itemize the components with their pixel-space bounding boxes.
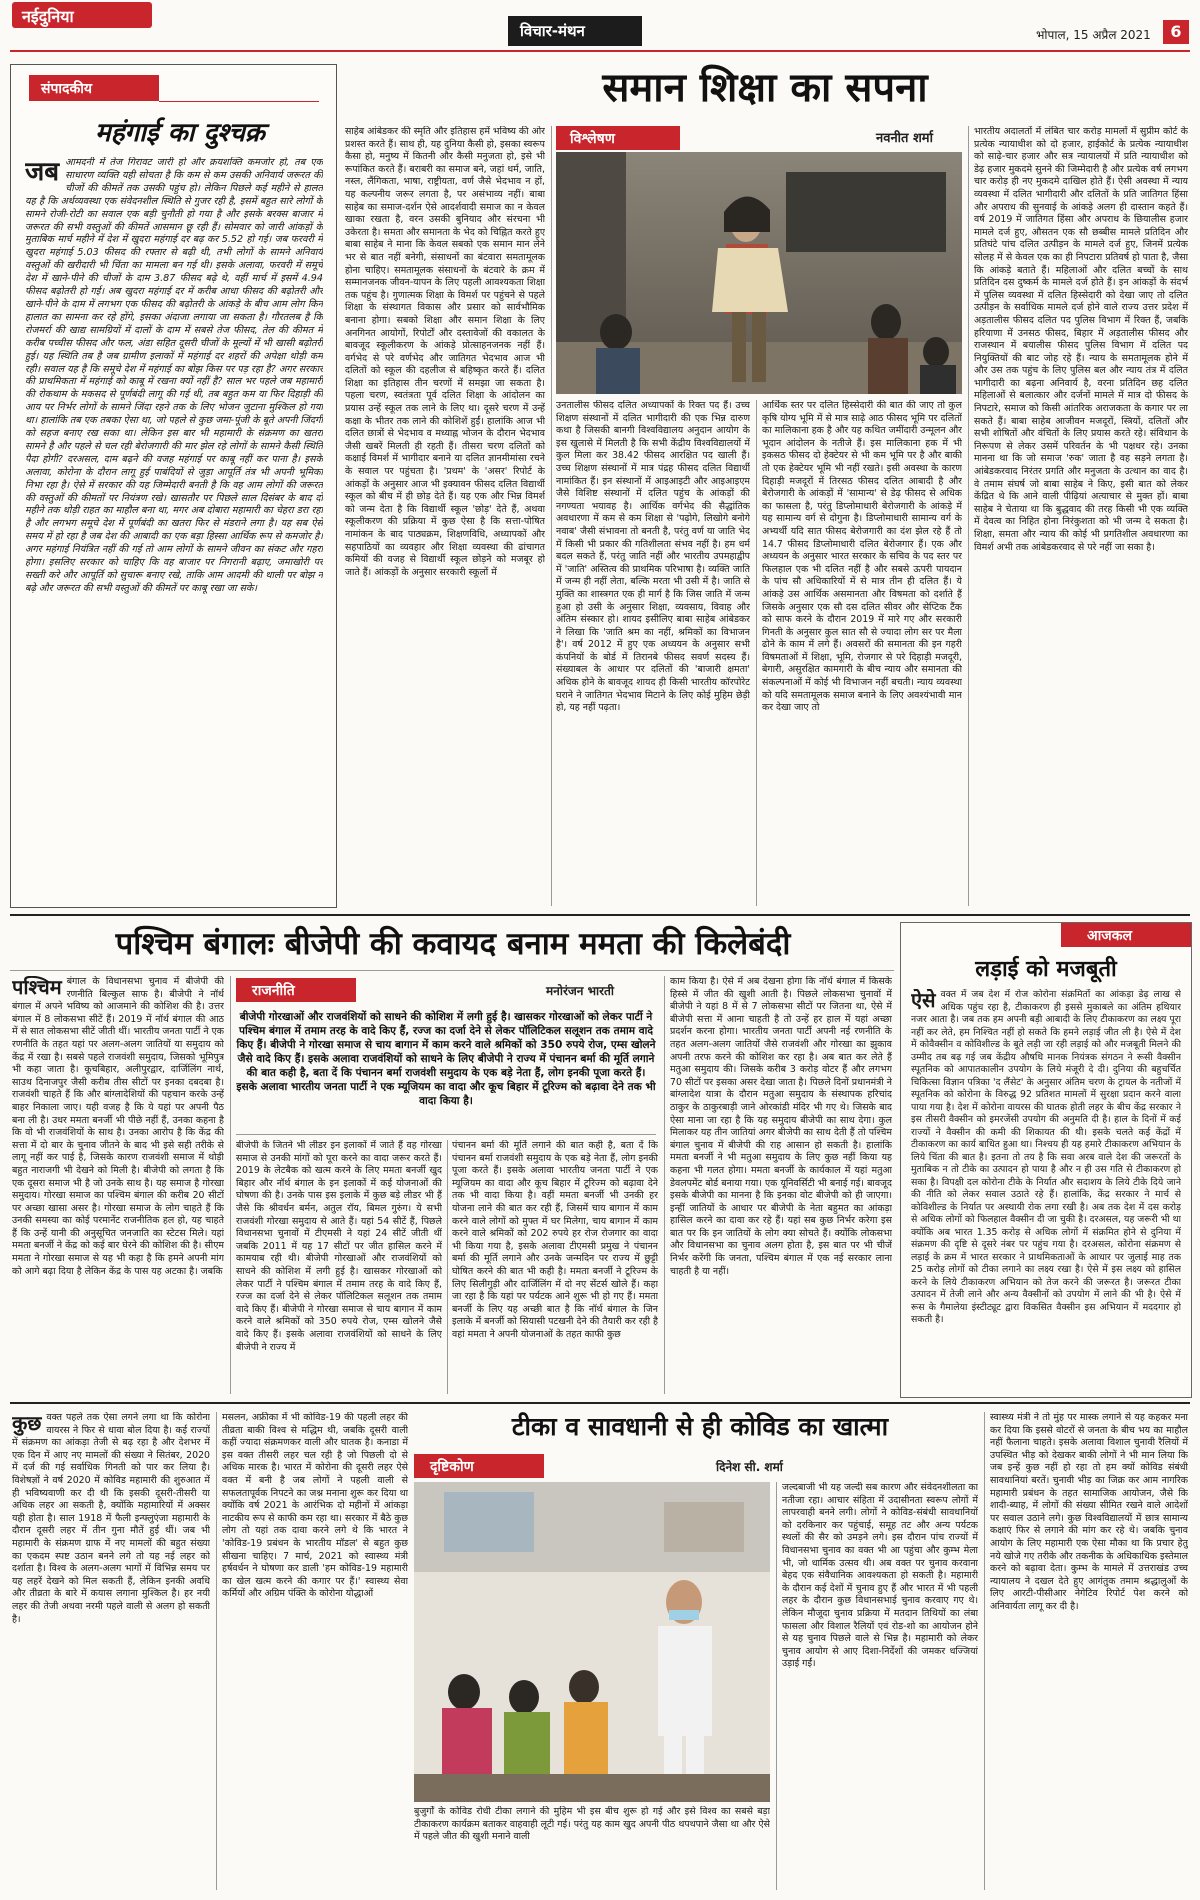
editorial-tag-rule bbox=[159, 101, 319, 102]
bengal-column-2: बीजेपी के जितने भी लीडर इन इलाकों में जाते हैं वह गोरखा समाज से उनकी मांगों को पूरा करने का वादा जरूर करते हैं। 2019 के लेटबैक को खत्म करने के लिए ममता बनर्जी खुद बिहार और नॉर्थ बंगाल के इन इलाकों में कई योजनाओं की घोषणा की है। उनके पास इस इलाके में कुछ बड़े लीडर भी हैं जैसे कि श्रीवर्धन बर्मन, अतुल रॉय, बिमल गुरुंग। ये सभी राजवंशी गोरखा समुदाय से आते हैं। यहां 54 सीटें हैं, पिछले विधानसभा चुनावों में टीएमसी ने यहां 24 सीटें जीती थीं जबकि 2011 में यह 17 सीटों पर जीत हासिल करने में कामयाब रही थी। बीजेपी गोरखाओं और राजवंशियों को साधने की कोशिश में लगी हुई है। खासकर गोरखाओं को लेकर पार्टी ने पश्चिम बंगाल में तमाम तरह के वादे किए हैं, रज्ज का दर्जा देने से लेकर पॉलिटिकल सलूशन तक तमाम वादे किए हैं। बीजेपी ने गोरखा समाज से चाय बागान में काम करने वाले श्रमिकों को 350 रुपये रोज, एम्स खोलने जैसे वादे किए हैं। इसके अलावा राजवंशियों को साधने के लिए बीजेपी ने राज्य में bbox=[236, 1140, 442, 1353]
lead-col-rule-1 bbox=[551, 126, 552, 906]
bengal-author: मनोरंजन भारती bbox=[546, 984, 614, 998]
bengal-column-1 bbox=[12, 976, 224, 1394]
classroom-photo-art bbox=[556, 152, 962, 394]
masthead-rule bbox=[10, 50, 1190, 52]
bengal-tag-text: राजनीति bbox=[252, 983, 295, 999]
lead-col-rule-3 bbox=[968, 126, 969, 906]
covid-column-4: स्वास्थ्य मंत्री ने तो मुंह पर मास्क लगाने से यह कहकर मना कर दिया कि इससे वोटरों से जनता के बीच भय का माहौल नहीं फैलाना चाहते। इसके अलावा विशाल चुनावी रैलियों में उपस्थित भीड़ को देखकर बाकी लोगों ने भी मान लिया कि जब इन्हें कुछ नहीं हो रहा तो हम क्यों कोविड संबंधी सावधानियां बरतें। चुनावी भीड़ का जिक्र कर आम नागरिक महामारी प्रबंधन के तहत सामाजिक आयोजन, जैसे कि शादी-ब्याह, में लोगों की संख्या सीमित रखने वाले आदेशों पर सवाल उठाने लगे। कुछ विश्वविद्यालयों में छात्र सामान्य कक्षाएं फिर से लगाने की मांग कर रहे थे। जबकि चुनाव आयोग के लिए महामारी एक ऐसा मौका था कि प्रचार हेतु नये खोजे गए तरीके और तकनीक के अधिकाधिक इस्तेमाल करने को बढ़ावा देता। कुम्भ के मामले में उत्तराखंड उच्च न्यायालय ने दखल देते हुए आगंतुक तमाम श्रद्धालुओं के लिए आरटी-पीसीआर नेगेटिव रिपोर्ट पेश करने को अनिवार्यता लागू कर दी है। bbox=[990, 1412, 1188, 1612]
lead-title: समान शिक्षा का सपना bbox=[602, 64, 928, 111]
editorial-dropcap: जब bbox=[25, 157, 60, 187]
editorial-tag bbox=[29, 75, 159, 101]
page-number: 6 bbox=[1163, 20, 1189, 44]
aajkal-title: लड़ाई को मजबूती bbox=[975, 956, 1117, 982]
bengal-column-3: पंचानन बर्मा की मूर्ति लगाने की बात कही है, बता दें कि पंचानन बर्मा राजवंशी समुदाय के एक बड़े नेता हैं, लोग इनकी पूजा करते हैं। इसके अलावा भारतीय जनता पार्टी ने एक म्यूजियम का वादा और कूच बिहार में टूरिज्म को बढ़ावा देने तक भी वादा किया है। वहीं ममता बनर्जी भी उनकी हर योजना लाने की बात कर रही हैं, जिसमें चाय बागान में काम करने वाले लोगों को मुफ्त में घर मिलेगा, चाय बागान में काम करने वाले श्रमिकों को 202 रुपये हर रोज रोजगार का वादा भी किया गया है, इसके अलावा टीएमसी प्रमुख ने पंचानन बर्मा की मूर्ति लगाने और उनके जन्मदिन पर राज्य में छुट्टी घोषित करने की बात भी कही है। ममता बनर्जी ने टूरिज्म के लिए सिलीगुड़ी और दार्जिलिंग में दो नए सेंटर्स खोले हैं। कहा जा रहा है कि यहां पर पर्यटक आने शुरू भी हो गए हैं। ममता बनर्जी के लिए यह अच्छी बात है कि नॉर्थ बंगाल के जिन इलाके में बनर्जी को सियासी पटखनी देने की तैयारी कर रही है वहां ममता ने अपनी योजनाओं के तहत काफी कुछ bbox=[452, 1140, 658, 1340]
bengal-tag bbox=[236, 978, 356, 1002]
bengal-col-rule-3 bbox=[664, 976, 665, 1394]
covid-title: टीका व सावधानी से ही कोविड का खात्मा bbox=[511, 1412, 889, 1441]
editorial-title: महंगाई का दुश्चक्र bbox=[95, 118, 265, 148]
covid-col-rule-2 bbox=[776, 1482, 777, 1890]
vaccination-photo bbox=[414, 1482, 770, 1802]
covid-column-1 bbox=[12, 1412, 210, 1890]
covid-column-3: जल्दबाजी भी यह जल्दी सब कारण और संवेदनशीलता का नतीजा रहा। आचार संहिता में उदासीनता स्वरूप लोगों में लापरवाही बनने लगी। लोगों ने कोविड-संबंधी सावधानियों को दरकिनार कर पहुंचाई, समूह तट और अन्य पर्यटक स्थलों की सैर को उमड़ने लगे। इस दौरान पांच राज्यों में विधानसभा चुनाव का वक्त भी आ पहुंचा और कुम्भ मेला भी, जो धार्मिक उत्सव थी। अब वक्त पर चुनाव करवाना बेहद एक संवैधानिक आवश्यकता हो सकती है। महामारी के दौरान कई देशों में चुनाव हुए हैं और भारत में भी पहली लहर के दौरान कुछ विधानसभाई चुनाव करवाए गए थे। लेकिन मौजूदा चुनाव प्रक्रिया में मतदान तिथियों का लंबा फासला और विशाल रैलियों एवं रोड-शो का आयोजन होने से यह चुनाव पिछले वाले से भिन्न है। महामारी को लेकर चुनाव आयोग से आए दिशा-निर्देशों की जमकर धज्जियां उड़ाई गईं। bbox=[782, 1482, 978, 1670]
logo bbox=[12, 2, 152, 28]
fold-rule-2 bbox=[10, 1402, 1190, 1404]
bengal-title-rule bbox=[10, 970, 894, 971]
lead-column-2: उनतालीस फीसद दलित अध्यापकों के रिक्त पद हैं। उच्च शिक्षण संस्थानों में दलित भागीदारी की एक भिन्न दारुण कथा है जिसकी बानगी विश्वविद्यालय अनुदान आयोग के इस खुलासे में मिलती है कि सभी केंद्रीय विश्वविद्यालयों में कुल मिला कर 38.42 फीसद आरक्षित पद खाली हैं। उच्च शिक्षण संस्थानों में मात्र पंद्रह फीसद दलित विद्यार्थी नामांकित हैं। इन संस्थानों में आइआइटी और आइआइएम जैसे विशिष्ट संस्थानों में दलित पहुंच के आंकड़ों की नगण्यता भयावह है। आर्थिक वर्गभेद की सैद्धांतिक अवधारणा में कम से कम शिक्षा से 'पढ़ोगे, लिखोगे बनोगे नवाब' जैसी संभावना तो बनती है, परंतु वर्ण या जाति भेद में किसी भी प्रकार की गतिशीलता संभव नहीं है। हम धर्म बदल सकते हैं, परंतु जाति नहीं और भारतीय उपमहाद्वीप में 'जाति' अस्तित्व की प्राथमिक परिभाषा है। व्यक्ति जाति में जन्म ही नहीं लेता, बल्कि मरता भी उसी में है। जाति से मुक्ति का शास्त्रगत एक ही मार्ग है कि जिस जाति में जन्म हुआ हो उसी के अनुसार शिक्षा, व्यवसाय, विवाह और अंतिम संस्कार हो। शायद इसीलिए बाबा साहेब आंबेडकर ने लिखा कि 'जाति श्रम का नहीं, श्रमिकों का विभाजन है'। वर्ष 2012 में हुए एक अध्ययन के अनुसार सभी कंपनियों के बोर्ड में तिरानबे फीसद सवर्ण सदस्य हैं। संख्याबल के आधार पर दलितों की 'बाजारी क्षमता' अधिक होने के बावजूद शायद ही किसी भारतीय कॉरपोरेट घराने ने जातिगत भेदभाव मिटाने के लिए कोई मुहिम छेड़ी हो, यह नहीं पढ़ता। bbox=[556, 400, 750, 714]
lead-column-3: आर्थिक स्तर पर दलित हिस्सेदारी की बात की जाए तो कुल कृषि योग्य भूमि में से मात्र साढ़े आठ फीसद भूमि पर दलितों का मालिकाना हक है और यह कथित जमींदारी उन्मूलन और भूदान आंदोलन के नतीजे हैं। इस मालिकाना हक में भी इकसठ फीसद दो हेक्टेयर से भी कम भूमि पर है और बाकी तो एक हेक्टेयर भूमि भी नहीं रखते। इसी अवस्था के कारण दिहाड़ी मजदूरों में तिरसठ फीसद दलित आबादी है और बेरोजगारी के आंकड़ों में 'सामान्य' से डेढ़ फीसद से अधिक का फासला है, परंतु डिप्लोमाधारी बेरोजगारी के आंकड़े में यह सामान्य वर्ग से दोगुना है। डिप्लोमाधारी सामान्य वर्ग के अभ्यर्थी यदि सात फीसद बेरोजगारी का दंश झेल रहे हैं तो 14.7 फीसद डिप्लोमाधारी दलित बेरोजगार हैं। एक और अध्ययन के अनुसार भारत सरकार के सचिव के पद स्तर पर फिलहाल एक भी दलित नहीं है और सबसे ऊपरी पायदान के पांच सौ अधिकारियों में से मात्र तीन ही दलित हैं। ये आंकड़े उस आर्थिक असमानता और विषमता को दर्शाते हैं जिसके अनुसार एक सौ दस दलित सीवर और सेप्टिक टैंक को साफ करने के दौरान 2019 में मारे गए और सरकारी गिनती के अनुसार कुल सात सौ से ज्यादा लोग सर पर मैला ढोने के काम में लगे हैं। अवसरों की समानता की इन गहरी विषमताओं में शिक्षा, भूमि, रोजगार से परे दिहाड़ी मजदूरी, बेगारी, असुरक्षित कामगारी के बीच न्याय और समानता की संकल्पनाओं में कोई भी विभाजन नहीं बचती। न्याय व्यवस्था को यदि समतामूलक समाज बनाने के लिए अवश्यंभावी मान कर देखा जाए तो bbox=[762, 400, 962, 714]
aajkal-dropcap: ऐसे bbox=[911, 989, 936, 1012]
bengal-col-rule-1 bbox=[230, 976, 231, 1394]
vaccination-photo-caption: बुजुर्गों के कोविड रोधी टीका लगाने की मुहिम भी इस बीच शुरू हो गई और इसे विश्व का सबसे बड़ा टीकाकरण कार्यक्रम बताकर वाहवाही लूटी गई। परंतु यह काम खुद अपनी पीठ थपथपाने जैसा था और ऐसे में पहले जीत की खुशी मनाने वाली bbox=[414, 1806, 770, 1843]
bengal-dropcap: पश्चिम bbox=[12, 976, 62, 999]
aajkal-box bbox=[900, 922, 1192, 1398]
covid-author: दिनेश सी. शर्मा bbox=[716, 1460, 783, 1474]
lead-col-rule-2 bbox=[756, 400, 757, 906]
editorial-text: आमदनी में तेज गिरावट जारी हो और क्रयशक्ति कमजोर हो, तब एक साधारण व्यक्ति यही सोचता है कि कम से कम उसकी अनिवार्य जरूरत की चीजों की कीमतें तक उसकी पहुंच हो। लेकिन पिछले कई महीने से हालत यह है कि अर्थव्यवस्था एक संवेदनशील स्थिति से गुजर रही है, इसमें बहुत सारे लोगों के सामने रोजी-रोटी का सवाल एक बड़ी चुनौती हो गया है और इसके बरक्स बाजार में जरूरत की सभी वस्तुओं की कीमतें आसमान छू रही हैं। सोमवार को जारी आंकड़ों के मुताबिक मार्च महीने में देश में खुदरा महंगाई दर बढ़ कर 5.52 हो गई। जब फरवरी में खुदरा महंगाई 5.03 फीसद की रफ्तार से बढ़ी थी, तभी लोगों के सामने अनिवार्य वस्तुओं की खरीदारी भी चिंता का मामला बन गई थी। इसके अलावा, फरवरी में समूचे देश में खाने-पीने की चीजों के दाम 3.87 फीसद बढ़े थे, वहीं मार्च में इसमें 4.94 फीसद बढ़ोतरी हो गई। अब खुदरा महंगाई दर में करीब आधा फीसद की बढ़ोतरी और खाने-पीने के दाम में लगभग एक फीसद की बढ़ोतरी के आंकड़े के बीच आम लोग किन हालात का सामना कर रहे होंगे, इसका अंदाजा लगाया जा सकता है। गौरतलब है कि रोजमर्रा की खाद्य सामग्रियों में दालों के दाम में सबसे तेज फीसद, तेल की कीमत में करीब पच्चीस फीसद और फल, अंडा सहित दूसरी चीजों के मूल्यों में भी खासी बढ़ोतरी हुई। यह स्थिति तब है जब ग्रामीण इलाकों में महंगाई दर शहरों की अपेक्षा थोड़ी कम रही। सवाल यह है कि समूचे देश में महंगाई का बोझ किस पर पड़ रहा है? अगर सरकार की प्राथमिकता में महंगाई को काबू में रखना क्यों नहीं है? साल भर पहले जब महामारी की रोकथाम के मकसद से पूर्णबंदी लागू की गई थी, तब बहुत कम या फिर दिहाड़ी की आय पर निर्भर लोगों के सामने जिंदा रहने तक के लिए भोजन जुटाना मुश्किल हो गया था। हालांकि तब एक तबका ऐसा था, जो पहले से कुछ जमा-पूंजी के बूते अपनी जिंदगी को सहज बनाए रख सका था। लेकिन इस बार भी महामारी के संक्रमण का खतरा सामने है और पहले से चल रही बेरोजगारी की मार झेल रहे लोगों के सामने कैसी स्थिति पैदा होगी? दरअसल, दाम बढ़ने की वजह महंगाई पर काबू नहीं कर पाना है। इसके अलावा, कोरोना के दौरान लागू हुई पाबंदियों से जुड़ा आपूर्ति तंत्र भी अपनी भूमिका निभा रहा है। ऐसे में सरकार की यह जिम्मेदारी बनती है कि वह आम लोगों की जरूरत की वस्तुओं की कीमतों पर नियंत्रण रखे। खासतौर पर पिछले साल दिसंबर के बाद दो महीने तक थोड़ी राहत का माहौल बना था, मगर अब दोबारा महामारी का चेहरा डरा रहा है और लगभग समूचे देश में पूर्णबंदी का खतरा फिर से मंडराने लगा है। यह सब ऐसे समय में हो रहा है जब देश की आबादी का एक बड़ा हिस्सा आर्थिक रूप से कमजोर है। अगर महंगाई नियंत्रित नहीं की गई तो आम लोगों के सामने जीवन का संकट और गहरा होगा। इसलिए सरकार को चाहिए कि वह बाजार पर निगरानी बढ़ाए, जमाखोरी पर सख्ती करे और आपूर्ति को सुचारू बनाए रखे, ताकि आम आदमी की थाली पर बोझ न बढ़े और जरूरत की सभी वस्तुओं की कीमतें पर काबू रखा जा सके। bbox=[25, 157, 323, 594]
editorial-body bbox=[25, 157, 323, 897]
lead-column-4: भारतीय अदालतों में लंबित चार करोड़ मामलों में सुप्रीम कोर्ट के प्रत्येक न्यायाधीश को दो हजार, हाईकोर्ट के प्रत्येक न्यायाधीश को साढ़े-चार हजार और सत्र न्यायालयों में प्रति न्यायाधीश को डेढ़ हजार मुकदमे सुनने की जिम्मेदारी है और प्रत्येक वर्ष लगभग चार करोड़ ही नए मुकदमे दाखिल होते हैं। ऐसी अवस्था में न्याय व्यवस्था में दलित भागीदारी और दलितों के प्रति जातिगत हिंसा और अपराध की सुनवाई के आंकड़े अलग ही दास्तान कहते हैं। वर्ष 2019 में जातिगत हिंसा और अपराध के छियालीस हजार मामले दर्ज हुए, औसतन एक सौ छब्बीस मामले प्रतिदिन और प्रतिघंटे पांच दलित उत्पीड़न के मामले दर्ज हुए, जिनमें प्रत्येक सोलह में से केवल एक का ही निपटारा प्रतिवर्ष हो पाता है, जैसा कि आंकड़े बताते हैं। महिलाओं और दलित बच्चों के साथ प्रतिदिन दस दुष्कर्म के मामले दर्ज होते हैं। इन आंकड़ों के संदर्भ में पुलिस व्यवस्था में दलित हिस्सेदारी को देखा जाए तो दलित उत्पीड़न के सर्वाधिक मामले दर्ज होने वाले राज्य उत्तर प्रदेश में अड़तालीस फीसद दलित पद पुलिस विभाग में रिक्त हैं, जबकि हरियाणा में उनसठ फीसद, बिहार में अड़तालीस फीसद और राजस्थान में बयालीस फीसद पुलिस विभाग में दलित पद नियुक्तियों की बाट जोह रहे हैं। न्याय के समतामूलक होने में और उस तक पहुंच के लिए पुलिस बल और न्याय तंत्र में दलित भागीदारी का बढ़ना अनिवार्य है, वरना प्रतिदिन छह दलित महिलाओं से बलात्कार और दर्जनों मामले में मात्र दो फीसद के निपटारे, समाज को किसी आंतरिक अराजकता के कगार पर ला सकते हैं। बाबा साहेब आजीवन मजदूरों, स्त्रियों, दलितों और सभी शोषितों और वंचितों के लिए प्रयास करते रहे। संविधान के निरूपण से लेकर उसमें परिवर्तन के भी पक्षधर रहे। उनका मानना था कि जो समाज 'रुक' जाता है वह सड़ने लगता है। आंबेडकरवाद निरंतर प्रगति और मनुजता के उत्थान का वाद है। वे तमाम संघर्ष जो बाबा साहेब ने किए, इसी बात को लेकर केंद्रित थे कि आने वाली पीढ़ियां अत्याचार से मुक्त हों। बाबा साहेब ने चेताया था कि बुद्धवाद की तरह किसी भी एक व्यक्ति में देवत्व का निहित होना निरंकुशता को भी जन्म दे सकता है। शिक्षा, समता और न्याय की कोई भी प्रगतिशील अवधारणा का विमर्श अभी तक आंबेडकरवाद से परे नहीं जा सका है। bbox=[974, 126, 1188, 553]
editorial-box bbox=[10, 64, 337, 908]
bengal-deck-rule bbox=[236, 1134, 656, 1135]
covid-tag-text: दृष्टिकोण bbox=[430, 1459, 474, 1475]
bengal-col-rule-2 bbox=[447, 1140, 448, 1394]
covid-col-rule-3 bbox=[984, 1412, 985, 1890]
bengal-deck: बीजेपी गोरखाओं और राजवंशियों को साधने की कोशिश में लगी हुई है। खासकर गोरखाओं को लेकर पार्टी ने पश्चिम बंगाल में तमाम तरह के वादे किए हैं, रज्ज का दर्जा देने से लेकर पॉलिटिकल सलूशन तक तमाम वादे किए हैं। बीजेपी ने गोरखा समाज से चाय बागान में काम करने वाले श्रमिकों को 350 रुपये रोज, एम्स खोलने जैसे वादे किए हैं। इसके अलावा राजवंशियों को साधने के लिए बीजेपी ने राज्य में पंचानन बर्मा की मूर्ति लगाने की बात कही है, बता दें कि पंचानन बर्मा राजवंशी समुदाय के एक बड़े नेता हैं, लोग इनकी पूजा करते हैं। इसके अलावा भारतीय जनता पार्टी ने एक म्यूजियम का वादा और कूच बिहार में टूरिज्म को बढ़ावा देने तक भी वादा किया है। bbox=[236, 1011, 656, 1107]
aajkal-text: वक्त में जब देश में रोज कोरोना संक्रमितों का आंकड़ा डेढ़ लाख से अधिक पहुंच रहा है, टीकाकरण ही इससे मुकाबले का अंतिम हथियार नजर आता है। जब तक हम अपनी बड़ी आबादी के लिए टीकाकरण का लक्ष्य पूरा नहीं कर लेते, हम निश्चित नहीं हो सकते कि हमने लड़ाई जीत ली है। ऐसे में देश में कोवैक्सीन व कोविशील्ड के बूते लड़ी जा रही लड़ाई को और मजबूती मिलने की उम्मीद तब बढ़ गई जब केंद्रीय औषधि मानक नियंत्रक संगठन ने रूसी वैक्सीन स्पूतनिक को आपातकालीन उपयोग के लिये मंजूरी दे दी। दुनिया की बहुचर्चित चिकित्सा विज्ञान पत्रिका 'द लैंसेट' के अनुसार अंतिम चरण के ट्रायल के नतीजों में स्पूतनिक को कोरोना के विरुद्ध 92 प्रतिशत मामलों में सुरक्षा प्रदान करने वाला पाया गया है। देश में कोरोना वायरस की घातक होती लहर के बीच केंद्र सरकार ने इस तीसरी वैक्सीन को इमरजेंसी उपयोग की अनुमति दी है। हाल के दिनों में कई राज्यों ने वैक्सीन की कमी की शिकायत की थी। इसके चलते कई केंद्रों में टीकाकरण का कार्य बाधित हुआ था। निश्चय ही यह हमारे टीकाकरण अभियान के लिये चिंता की बात है। इतना तो तय है कि सवा अरब वाले देश की जरूरतों के मुताबिक न तो टीके का उत्पादन हो पाया है और न ही उस गति से टीकाकरण हो सका है। विपक्षी दल कोरोना टीके के निर्यात और सदाशय के लिये टीके दिये जाने की नीति को लेकर सवाल उठाते रहे हैं। हालांकि, केंद्र सरकार ने मार्च से कोविशील्ड के निर्यात पर अस्थायी रोक लगा रखी है। अब तक देश में दस करोड़ से अधिक लोगों को फिलहाल वैक्सीन दी जा चुकी है। दरअसल, यह जरूरी भी था क्योंकि अब भारत 1.35 करोड़ से अधिक लोगों में संक्रमित होने से दुनिया में संक्रमण की दृष्टि से दूसरे नंबर पर पहुंच गया है। दरअसल, कोरोना संक्रमण से लड़ाई के क्रम में भारत सरकार ने प्राथमिकताओं के आधार पर जुलाई माह तक 25 करोड़ लोगों को टीका लगाने का लक्ष्य रखा है। ऐसे में इस लक्ष्य को हासिल करने के लिये टीकाकरण अभियान को तेज करने की जरूरत है। जरूरत टीका उत्पादन में तेजी लाने और अन्य वैक्सीनों को उपयोग में लाने की भी है। ऐसे में रूस के गैमालेया इंस्टीट्यूट द्वारा विकसित वैक्सीन इस अभियान में मददगार हो सकती है। bbox=[911, 989, 1181, 1325]
lead-tag-text: विश्लेषण bbox=[570, 131, 615, 147]
bengal-col1-text: बंगाल के विधानसभा चुनाव में बीजेपी की रणनीति बिल्कुल साफ है। बीजेपी ने नॉर्थ बंगाल में अपने भविष्य को आजमाने की कोशिश की है। उत्तर बंगाल में 8 लोकसभा सीटें हैं। 2019 में नॉर्थ बंगाल की आठ में से सात लोकसभा सीटें जीती थीं। भारतीय जनता पार्टी ने एक रणनीति के तहत यहां पर अलग-अलग जातियों या समुदाय को केंद्र में रखा है। सबसे पहले राजवंशी समुदाय, जिसको भूमिपुत्र भी कहा जाता है। कूचबिहार, अलीपुरद्वार, दार्जिलिंग नार्थ, साउथ दिनाजपुर जैसी करीब तीस सीटों पर इनका दबदबा है। राजवंशी चाहते हैं कि और बांग्लादेशियों की पहचान करके उन्हें बाहर निकाला जाए। यही वजह है कि ये यहां पर अपनी पैठ बना ली है। उधर ममता बनर्जी भी पीछे नहीं हैं, उनका कहना है कि वो भी राजवंशियों के साथ है। उनका आरोप है कि केंद्र की सत्ता में दो बार के चुनाव जीतने के बाद भी इसे सही तरीके से लागू नहीं कर पाई है, जिसके कारण राजवंशी समाज में थोड़ी बहुत नाराजगी भी देखने को मिली है। बीजेपी को लगता है कि एक दूसरा समाज भी है जो उनके साथ है। यह समाज है गोरखा समुदाय। गोरखा समाज का पश्चिम बंगाल की करीब 20 सीटों पर अच्छा खासा असर है। गोरखा समाज के लोग चाहते हैं कि उनकी समस्या का कोई परमानेंट राजनीतिक हल हो, यह चाहते हैं कि उन्हें यानी की अनुसूचित जनजाति का स्टेटस मिले। यहां ममता बनर्जी ने केंद्र को कई बार घेरने की कोशिश की है। सीएम ममता ने गोरखा समाज से यह भी कहा है कि हमने अपनी मांग को आगे बढ़ा दिया है लेकिन केंद्र के पास यह अटका है। जबकि bbox=[12, 976, 224, 1277]
masthead bbox=[0, 0, 1200, 46]
section-banner bbox=[508, 16, 642, 46]
lead-tag bbox=[556, 126, 680, 150]
covid-tag bbox=[414, 1454, 544, 1478]
lead-author: नवनीत शर्मा bbox=[876, 131, 933, 146]
bengal-column-4: काम किया है। ऐसे में अब देखना होगा कि नॉर्थ बंगाल में किसके हिस्से में जीत की खुशी आती है। पिछले लोकसभा चुनावों में बीजेपी ने यहां 8 में से 7 लोकसभा सीटों पर जितना था, ऐसे में बीजेपी सत्ता में आना चाहती है तो उन्हें हर हाल में यहां अच्छा प्रदर्शन करना होगा। भारतीय जनता पार्टी अपनी नई रणनीति के तहत अलग-अलग जातियों जैसे राजवंशी और गोरखा का झुकाव अपनी तरफ करने की कोशिश कर रहा है। अब बात कर लेते हैं मतुआ समुदाय की। जिसके करीब 3 करोड़ वोटर हैं और लगभग 70 सीटों पर इसका असर देखा जाता है। पिछले दिनों प्रधानमंत्री ने बांग्लादेश यात्रा के दौरान मतुआ समुदाय के संस्थापक हरिचांद ठाकुर के ठाकुरबाड़ी जाने ओरकांडी मंदिर भी गए थे। जिसके बाद ऐसा माना जा रहा है कि यह समुदाय बीजेपी का साथ देगा। कुल मिलाकर यह तीन जातियां अगर बीजेपी का साथ देती हैं तो पश्चिम बंगाल चुनाव में बीजेपी की राह आसान हो सकती है। हालांकि ममता बनर्जी ने भी मतुआ समुदाय के लिए कुछ नहीं किया यह कहना भी गलत होगा। ममता बनर्जी के कार्यकाल में यहां मतुआ डेवलपमेंट बोर्ड बनाया गया। एक यूनिवर्सिटी भी बनाई गई। बावजूद इसके बीजेपी का मानना है कि इनका वोट बीजेपी को ही जाएगा। इन्हीं जातियों के आधार पर बीजेपी के नेता बहुमत का आंकड़ा हासिल करने का दावा कर रहे हैं। यहां सब कुछ निर्भर करेगा इस बात पर कि इन जातियों के लोग क्या सोचते हैं। क्योंकि लोकसभा और विधानसभा का चुनाव अलग होता है, इस बात पर भी चीजें निर्भर करेंगी कि जनता, पश्चिम बंगाल में एक नई सरकार लाना चाहती है या नहीं। bbox=[670, 976, 892, 1277]
covid-col-rule-1 bbox=[216, 1412, 217, 1890]
aajkal-tag bbox=[1061, 923, 1191, 947]
logo-text: नईदुनिया bbox=[22, 7, 74, 26]
classroom-photo bbox=[556, 152, 962, 394]
covid-dropcap: कुछ bbox=[12, 1412, 42, 1435]
lead-column-1: साहेब आंबेडकर की स्मृति और इतिहास हमें भविष्य की ओर प्रशस्त करते हैं। साथ ही, यह दुनिया कैसी हो, इसका स्वरूप कैसा हो, मनुष्य में कितनी और कैसी मनुजता हो, इसे भी रूपांकित करते हैं। बराबरी का समाज बने, जहां धर्म, जाति, नस्ल, लैंगिकता, भाषा, राष्ट्रीयता, वर्ण जैसे भेदभाव न हों, यह कल्पनीय जरूर लगता है, पर असंभाव्य नहीं। बाबा साहेब का समाज-दर्शन ऐसे आदर्शवादी समाज का न केवल खाका रखता है, वरन उसकी बुनियाद और संरचना भी उकेरता है। समता और समानता के भेद को चिह्नित करते हुए बाबा साहेब ने माना कि केवल सबको एक समान मान लेने भर से बात नहीं बनेगी, संसाधनों का बंटवारा समतामूलक होना चाहिए। समतामूलक संसाधनों के बंटवारे के क्रम में सम्मानजनक जीवन-यापन के लिए पहली आवश्यकता शिक्षा तक पहुंच है। गुणात्मक शिक्षा के विमर्श पर पहुंचने से पहले शिक्षा के संस्थागत विकास और प्रसार को सार्वभौमिक बनाना होगा। सबको शिक्षा और समान शिक्षा के लिए अनगिनत आयोगों, रिपोर्टों और दस्तावेजों की वकालत के बावजूद स्कूलीकरण के आंकड़े प्रोत्साहनजनक नहीं हैं। वर्गभेद से परे वर्णभेद और जातिगत भेदभाव आज भी दलितों को स्कूल की दहलीज से बहिष्कृत करते हैं। दलित शिक्षा का इतिहास तीन चरणों में समझा जा सकता है। पहला चरण, स्वतंत्रता पूर्व दलित शिक्षा के आंदोलन का प्रयास उन्हें स्कूल तक लाने के लिए था। दूसरे चरण में उन्हें कक्षा के भीतर तक लाने की कोशिशें हुईं। हालांकि आज भी दलित छात्रों से भेदभाव व मध्याह्न भोजन के दौरान भेदभाव जैसी खबरें मिलती ही रहती हैं। तीसरा चरण दलितों को कक्षाई विमर्श में भागीदार बनाने या दलित ज्ञानमीमांसा रचने के सवाल पर पहुंचता है। 'प्रथम' के 'असर' रिपोर्ट के आंकड़ों के अनुसार आज भी इक्यावन फीसद दलित विद्यार्थी स्कूल को बीच में ही छोड़ देते हैं। यह एक और भिन्न विमर्श को जन्म देता है कि विद्यार्थी स्कूल 'छोड़' देते हैं, अथवा स्कूलीकरण की प्रक्रिया में कुछ ऐसा है कि सत्ता-पोषित नामांकन के बाद पाठ्यक्रम, शिक्षणविधि, अध्यापकों और सहपाठियों का व्यवहार और शिक्षा व्यवस्था की ढांचागत कमियों की वजह से विद्यार्थी स्कूल छोड़ने को मजबूर हो जाते हैं। आंकड़ों के अनुसार सरकारी स्कूलों में bbox=[345, 126, 545, 578]
bengal-title: पश्चिम बंगालः बीजेपी की कवायद बनाम ममता की किलेबंदी bbox=[115, 926, 791, 962]
aajkal-tag-text: आजकल bbox=[1087, 928, 1132, 944]
section-name: विचार-मंथन bbox=[520, 22, 585, 40]
covid-column-2: मसलन, अफ्रीका में भी कोविड-19 की पहली लहर की तीव्रता बाकी विश्व से मद्धिम थी, जबकि दूसरी वाली कहीं ज्यादा संक्रमणकर वाली और घातक है। कनाडा में इस वक्त तीसरी लहर चल रही है जो पिछली दो से अधिक मारक है। भारत में कोरोना की दूसरी लहर ऐसे वक्त में बनी है जब लोगों ने पहली वाली से सफलतापूर्वक निपटने का जश्न मनाना शुरू कर दिया था क्योंकि वर्ष 2021 के आरंभिक दो महीनों में आंकड़ा नाटकीय रूप से काफी कम रहा था। सरकार में बैठे कुछ लोग तो यहां तक दावा करने लगे थे कि भारत ने 'कोविड-19 प्रबंधन के भारतीय मॉडल' से बहुत कुछ सीखना चाहिए। 7 मार्च, 2021 को स्वास्थ्य मंत्री हर्षवर्धन ने घोषणा कर डाली 'हम कोविड-19 महामारी का खेल खत्म करने की कगार पर हैं।' स्वास्थ्य सेवा कर्मियों और अग्रिम पंक्ति के कोरोना योद्धाओं bbox=[222, 1412, 408, 1600]
vaccination-photo-art bbox=[414, 1482, 770, 1802]
covid-col1-text: वक्त पहले तक ऐसा लगने लगा था कि कोरोना वायरस ने फिर से धावा बोल दिया है। कई राज्यों में संक्रमण का आंकड़ा तेजी से बढ़ रहा है और देशभर में एक दिन में आए नए मामलों की संख्या ने सितंबर, 2020 में दर्ज की गई सर्वाधिक गिनती को पार कर लिया है। विशेषज्ञों ने वर्ष 2020 में कोविड महामारी की शुरुआत में ही भविष्यवाणी कर दी थी कि इसकी दूसरी-तीसरी या अधिक लहर आ सकती है, क्योंकि महामारियों में अक्सर यही होता है। साल 1918 में फैली इन्फ्लुएंजा महामारी के दौरान दूसरी लहर में तीन गुना मौतें हुई थीं। जब भी महामारी के संक्रमण ग्राफ में नए मामलों की बहुत संख्या का एकदम स्पष्ट उठान बनने लगे तो यह नई लहर को दर्शाता है। विश्व के अलग-अलग भागों में विभिन्न समय पर यह लहरें देखने को मिल सकती हैं, लेकिन इनकी अवधि और तीव्रता के बारे में कयास लगाना मुश्किल है। हर नयी लहर की तेजी अथवा नरमी पहले वाली से अलग हो सकती है। bbox=[12, 1412, 210, 1625]
fold-rule-1 bbox=[10, 914, 1190, 916]
aajkal-body bbox=[911, 989, 1181, 1389]
editorial-tag-text: संपादकीय bbox=[41, 81, 92, 97]
dateline: भोपाल, 15 अप्रैल 2021 bbox=[1036, 28, 1151, 42]
